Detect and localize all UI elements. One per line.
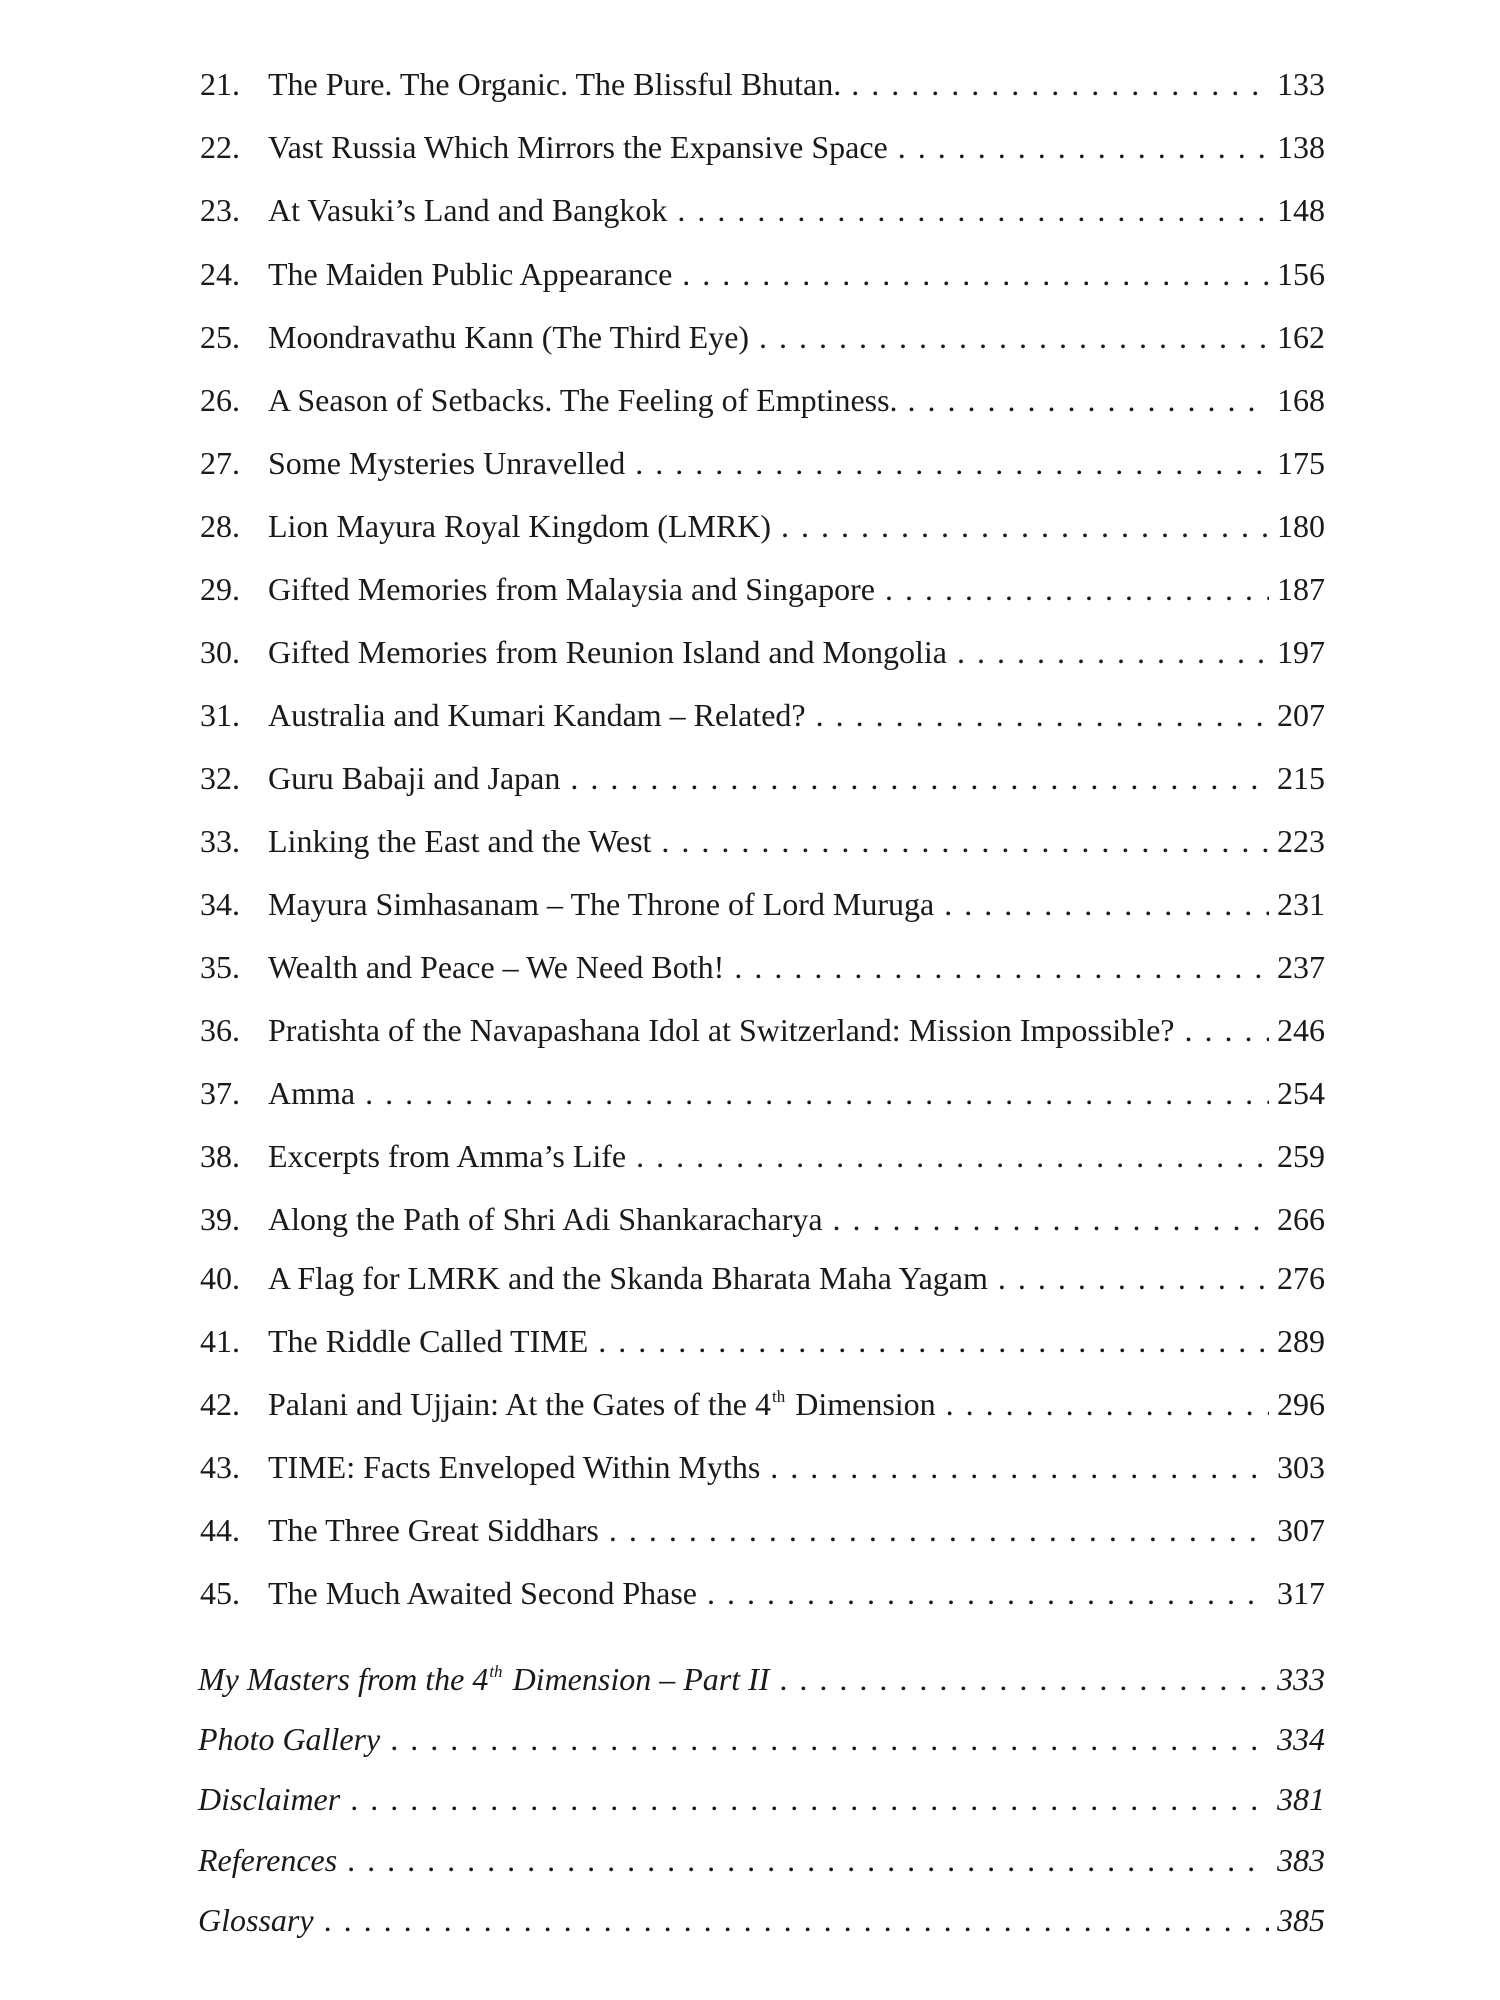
page-number: 307 [1277, 1512, 1325, 1548]
toc-back-matter-entry [198, 1715, 1325, 1763]
page-number: 215 [1277, 760, 1325, 796]
dot-leader [779, 1655, 1269, 1703]
dot-leader [898, 123, 1269, 171]
toc-entry [200, 376, 1325, 424]
chapter-title: Linking the East and the West [268, 823, 652, 859]
toc-entry [200, 313, 1325, 361]
toc-entry [200, 628, 1325, 676]
chapter-number: 29. [200, 571, 240, 607]
chapter-title: A Season of Setbacks. The Feeling of Emptiness. [268, 382, 898, 418]
chapter-number: 38. [200, 1138, 240, 1174]
dot-leader [707, 1569, 1269, 1617]
dot-leader [885, 565, 1269, 613]
toc-entry [200, 1506, 1325, 1554]
back-matter-title: References [198, 1842, 338, 1878]
dot-leader [609, 1506, 1269, 1554]
chapter-number: 39. [200, 1201, 240, 1237]
dot-leader [635, 439, 1269, 487]
dot-leader [833, 1195, 1269, 1243]
toc-entry [200, 817, 1325, 865]
back-matter-title: Disclaimer [198, 1781, 341, 1817]
chapter-title: The Riddle Called TIME [268, 1323, 589, 1359]
chapter-title: Amma [268, 1075, 356, 1111]
chapter-title: Guru Babaji and Japan [268, 760, 561, 796]
chapter-number: 31. [200, 697, 240, 733]
page-number: 276 [1277, 1260, 1325, 1296]
toc-entry [200, 250, 1325, 298]
back-matter-title: Glossary [198, 1902, 314, 1938]
dot-leader [998, 1254, 1269, 1302]
page-number: 246 [1277, 1012, 1325, 1048]
page-number: 266 [1277, 1201, 1325, 1237]
chapter-number: 42. [200, 1386, 240, 1422]
dot-leader [781, 502, 1269, 550]
dot-leader [365, 1069, 1269, 1117]
chapter-title: The Much Awaited Second Phase [268, 1575, 697, 1611]
dot-leader [350, 1775, 1269, 1823]
chapter-title: The Three Great Siddhars [268, 1512, 599, 1548]
toc-entry [200, 1443, 1325, 1491]
dot-leader [324, 1896, 1269, 1944]
toc-entry [200, 1254, 1325, 1302]
page-number: 383 [1277, 1842, 1325, 1878]
chapter-number: 34. [200, 886, 240, 922]
page-number: 231 [1277, 886, 1325, 922]
chapter-number: 26. [200, 382, 240, 418]
chapter-title: The Maiden Public Appearance [268, 256, 673, 292]
toc-entry [200, 880, 1325, 928]
chapter-number: 35. [200, 949, 240, 985]
page-number: 197 [1277, 634, 1325, 670]
toc-entry [200, 1569, 1325, 1617]
page-number: 334 [1277, 1721, 1325, 1757]
chapter-title: Excerpts from Amma’s Life [268, 1138, 627, 1174]
toc-back-matter-entry [198, 1655, 1325, 1703]
page-number: 223 [1277, 823, 1325, 859]
chapter-title: Vast Russia Which Mirrors the Expansive Space [268, 129, 888, 165]
toc-entry [200, 502, 1325, 550]
toc-entry [200, 60, 1325, 108]
page-number: 237 [1277, 949, 1325, 985]
chapter-title: Australia and Kumari Kandam – Related? [268, 697, 806, 733]
page-number: 381 [1277, 1781, 1325, 1817]
dot-leader [851, 60, 1269, 108]
chapter-number: 24. [200, 256, 240, 292]
page-number: 259 [1277, 1138, 1325, 1174]
dot-leader [734, 943, 1269, 991]
page-number: 289 [1277, 1323, 1325, 1359]
page-number: 303 [1277, 1449, 1325, 1485]
chapter-number: 28. [200, 508, 240, 544]
chapter-title: TIME: Facts Enveloped Within Myths [268, 1449, 761, 1485]
toc-entry [200, 123, 1325, 171]
dot-leader [570, 754, 1269, 802]
toc-entry [200, 1195, 1325, 1243]
page-number: 156 [1277, 256, 1325, 292]
chapter-number: 45. [200, 1575, 240, 1611]
chapter-title: A Flag for LMRK and the Skanda Bharata Maha Yagam [268, 1260, 988, 1296]
dot-leader [598, 1317, 1269, 1365]
toc-entry [200, 754, 1325, 802]
page-number: 138 [1277, 129, 1325, 165]
toc-entry [200, 943, 1325, 991]
toc-entry [200, 1132, 1325, 1180]
page-number: 333 [1277, 1661, 1325, 1697]
dot-leader [946, 1380, 1269, 1428]
chapter-title: Pratishta of the Navapashana Idol at Switzerland: Mission Impossible? [268, 1012, 1175, 1048]
page-number: 207 [1277, 697, 1325, 733]
dot-leader [759, 313, 1269, 361]
toc-entry [200, 1069, 1325, 1117]
page-number: 187 [1277, 571, 1325, 607]
dot-leader [908, 376, 1269, 424]
toc-entry [200, 1317, 1325, 1365]
back-matter-title: My Masters from the 4th Dimension – Part II [198, 1661, 770, 1697]
dot-leader [636, 1132, 1269, 1180]
toc-back-matter-entry [198, 1836, 1325, 1884]
chapter-number: 44. [200, 1512, 240, 1548]
toc-entry [200, 565, 1325, 613]
page-number: 133 [1277, 66, 1325, 102]
chapter-number: 37. [200, 1075, 240, 1111]
chapter-title: Some Mysteries Unravelled [268, 445, 626, 481]
chapter-number: 43. [200, 1449, 240, 1485]
chapter-title: At Vasuki’s Land and Bangkok [268, 192, 668, 228]
chapter-number: 27. [200, 445, 240, 481]
back-matter-title: Photo Gallery [198, 1721, 381, 1757]
chapter-title: Mayura Simhasanam – The Throne of Lord Muruga [268, 886, 935, 922]
page-number: 148 [1277, 192, 1325, 228]
chapter-title: Gifted Memories from Reunion Island and Mongolia [268, 634, 947, 670]
toc-entry [200, 691, 1325, 739]
chapter-number: 40. [200, 1260, 240, 1296]
dot-leader [661, 817, 1269, 865]
toc-entry [200, 186, 1325, 234]
page-number: 168 [1277, 382, 1325, 418]
page-number: 385 [1277, 1902, 1325, 1938]
page-number: 180 [1277, 508, 1325, 544]
chapter-number: 25. [200, 319, 240, 355]
toc-entry [200, 1006, 1325, 1054]
page-number: 296 [1277, 1386, 1325, 1422]
dot-leader [816, 691, 1269, 739]
page-number: 317 [1277, 1575, 1325, 1611]
chapter-title: Wealth and Peace – We Need Both! [268, 949, 725, 985]
dot-leader [1184, 1006, 1269, 1054]
dot-leader [682, 250, 1269, 298]
chapter-number: 33. [200, 823, 240, 859]
chapter-title: Gifted Memories from Malaysia and Singapore [268, 571, 875, 607]
chapter-number: 30. [200, 634, 240, 670]
page-number: 254 [1277, 1075, 1325, 1111]
superscript: th [772, 1387, 786, 1406]
chapter-number: 32. [200, 760, 240, 796]
page-number: 175 [1277, 445, 1325, 481]
toc-entry [200, 1380, 1325, 1428]
chapter-title: Lion Mayura Royal Kingdom (LMRK) [268, 508, 772, 544]
page-number: 162 [1277, 319, 1325, 355]
dot-leader [390, 1715, 1269, 1763]
toc-entry [200, 439, 1325, 487]
dot-leader [347, 1836, 1269, 1884]
dot-leader [957, 628, 1269, 676]
chapter-title: Along the Path of Shri Adi Shankaracharya [268, 1201, 823, 1237]
chapter-number: 36. [200, 1012, 240, 1048]
chapter-title: Palani and Ujjain: At the Gates of the 4th Dimension [268, 1386, 936, 1422]
chapter-title: Moondravathu Kann (The Third Eye) [268, 319, 750, 355]
dot-leader [677, 186, 1269, 234]
dot-leader [944, 880, 1269, 928]
chapter-number: 41. [200, 1323, 240, 1359]
dot-leader [770, 1443, 1269, 1491]
chapter-number: 22. [200, 129, 240, 165]
toc-back-matter-entry [198, 1775, 1325, 1823]
toc-back-matter-entry [198, 1896, 1325, 1944]
chapter-number: 21. [200, 66, 240, 102]
chapter-number: 23. [200, 192, 240, 228]
superscript: th [489, 1662, 503, 1681]
chapter-title: The Pure. The Organic. The Blissful Bhutan. [268, 66, 842, 102]
